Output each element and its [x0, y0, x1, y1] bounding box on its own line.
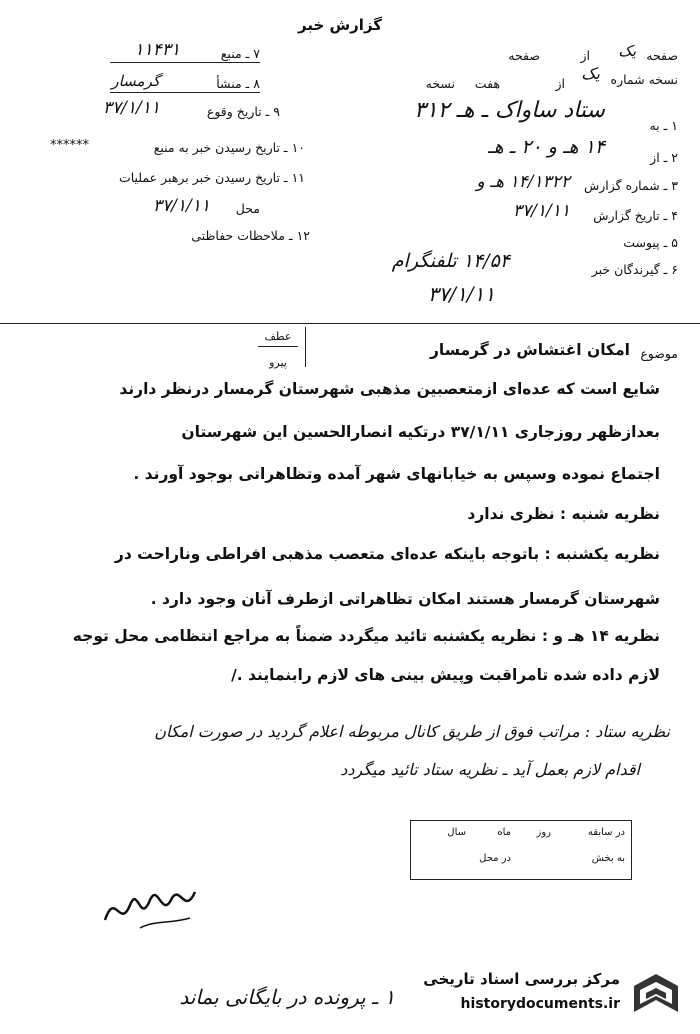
nazar-yekshanbe-line-3: نظریه ۱۴ هـ و : نظریه یکشنبه تائید میگردد ضمناً به مراجع انتظامی محل توجه [72, 627, 660, 645]
stamp-month: ماه [497, 827, 511, 838]
stamp-place: در محل [479, 853, 511, 864]
report-number-value: ۱۴/۱۳۲۲ هـ و [476, 172, 570, 192]
from-label: ۲ ـ از [650, 150, 678, 165]
copy-number-label: نسخه شماره [610, 72, 678, 87]
handwritten-note-line-1: نظریه ستاد : مراتب فوق از طریق کانال مربوطه اعلام گردید در صورت امکان [154, 722, 670, 741]
body-line-1: شایع است که عده‌ای ازمتعصبین مذهبی شهرستان گرمسار درنظر دارند [119, 380, 660, 398]
field-source-value: ۱۱۴۳۱ [134, 40, 180, 60]
copy-of-label: از [555, 76, 565, 91]
copy-number-value: یک [581, 64, 600, 83]
report-date-value: ۳۷/۱/۱۱ [512, 201, 570, 221]
report-date-label: ۴ ـ تاریخ گزارش [593, 208, 678, 223]
stamp-line-1: در سابقه [587, 827, 625, 838]
page-number-label: صفحه [646, 48, 678, 63]
handwritten-note-line-2: اقدام لازم بعمل آید ـ نظریه ستاد تائید میگردد [340, 760, 640, 779]
copy-suffix-label: نسخه [425, 76, 455, 91]
report-number-label: ۳ ـ شماره گزارش [583, 178, 678, 193]
stamp-year: سال [447, 827, 466, 838]
nazar-yekshanbe-line-2: شهرستان گرمسار هستند امکان تظاهراتی ازطرف آنان وجود دارد . [150, 590, 660, 608]
body-line-3: اجتماع نموده وسپس به خیابانهای شهر آمده وتظاهراتی بوجود آورند . [133, 465, 660, 483]
atf-label: عطف [264, 330, 292, 343]
body-line-2: بعدازظهر روزجاری ۳۷/۱/۱۱ درتکیه انصارالحسین این شهرستان [181, 423, 660, 441]
subject-label: موضوع [640, 346, 678, 361]
watermark-url: historydocuments.ir [460, 996, 620, 1012]
nazar-yekshanbe-line-1: نظریه یکشنبه : باتوجه باینکه عده‌ای متعصب مذهبی افراطی وناراحت در [114, 545, 660, 563]
from-value: ۱۴ هـ و ۲۰ ـ هـ [488, 136, 605, 158]
archive-logo-icon [628, 968, 684, 1020]
page-total-label: صفحه [508, 48, 540, 63]
archive-stamp [410, 820, 632, 880]
attachment-label: ۵ ـ پیوست [623, 235, 678, 250]
field-origin-value: گرمسار [111, 72, 160, 90]
watermark [390, 962, 690, 1026]
field-place-value: ۳۷/۱/۱۱ [152, 196, 210, 216]
watermark-name: مرکز بررسی اسناد تاریخی [423, 970, 620, 988]
to-value: ستاد ساواک ـ هـ ۳۱۲ [413, 98, 605, 123]
page-of-label: از [580, 48, 590, 63]
recipients-label: ۶ ـ گیرندگان خبر [591, 262, 678, 277]
peyro-label: پیرو [269, 356, 287, 369]
stamp-day: روز [536, 827, 551, 838]
page-number-value: یک [618, 42, 636, 60]
page-title: گزارش خبر [297, 16, 383, 34]
field-security-notes-label: ۱۲ ـ ملاحظات حفاظتی [191, 228, 310, 243]
field-received-by-source-label: ۱۰ ـ تاریخ رسیدن خبر به منبع [153, 140, 305, 155]
field-received-by-leader-label: ۱۱ ـ تاریخ رسیدن خبر برهبر عملیات [118, 170, 305, 185]
copy-total-value: هفت [474, 76, 500, 91]
bottom-note: ۱ ـ پرونده در بایگانی بماند [179, 985, 395, 1009]
subject-text: امکان اغتشاش در گرمسار [429, 341, 630, 359]
field-occurrence-date-value: ۳۷/۱/۱۱ [102, 98, 160, 118]
handwritten-date: ۳۷/۱/۱۱ [427, 282, 495, 306]
field-origin-label: ۸ ـ منشأ [216, 76, 260, 91]
recipients-value: ۱۴/۵۴ تلفنگرام [391, 250, 510, 272]
field-received-by-source-value: ****** [50, 138, 89, 153]
field-source-label: ۷ ـ منبع [220, 46, 260, 61]
nazar-shanbe: نظریه شنبه : نظری ندارد [467, 505, 660, 523]
to-label: ۱ ـ به [649, 118, 678, 133]
stamp-line-2: به بخش [591, 853, 625, 864]
nazar-yekshanbe-line-4: لازم داده شده تامراقبت وپیش بینی های لازم رابنمایند ./ [231, 666, 660, 684]
field-occurrence-date-label: ۹ ـ تاریخ وقوع [206, 104, 280, 119]
signature [100, 880, 210, 940]
field-place-label: محل [235, 201, 260, 216]
